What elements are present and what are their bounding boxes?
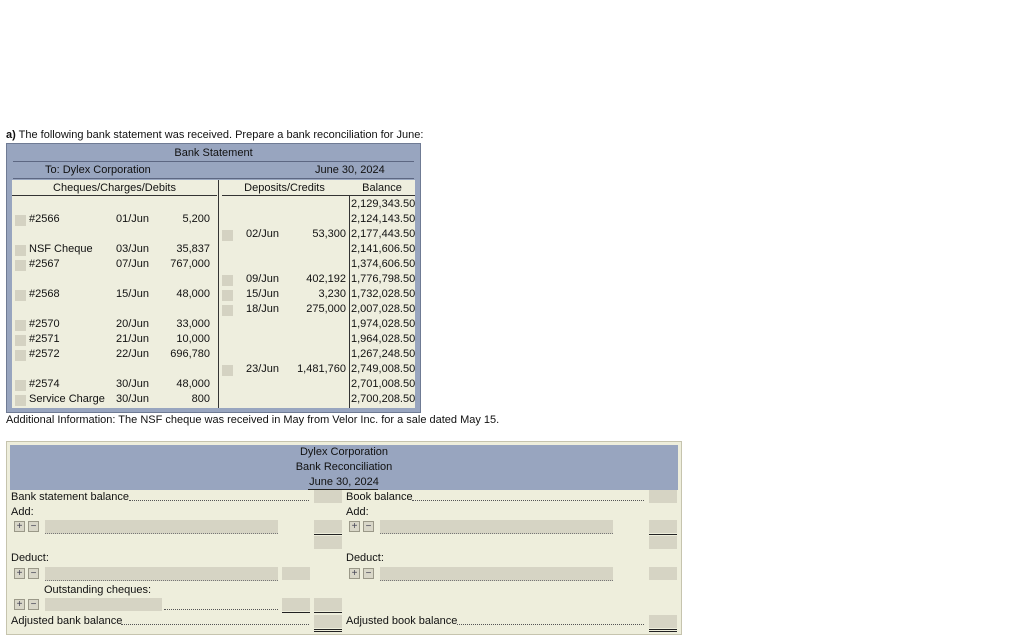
debit-ref: #2566 xyxy=(29,213,60,225)
book-deduct-description-input[interactable] xyxy=(380,567,613,581)
recon-title: Bank Reconciliation xyxy=(295,461,393,473)
bank-deduct-total-input[interactable] xyxy=(314,598,342,611)
add-row-icon[interactable]: + xyxy=(14,599,25,610)
credit-amount: 402,192 xyxy=(306,273,346,285)
credit-amount: 275,000 xyxy=(306,303,346,315)
debit-date: 22/Jun xyxy=(116,348,150,360)
debit-date: 03/Jun xyxy=(116,243,150,255)
leader-dots xyxy=(412,500,644,501)
leader-dots xyxy=(129,500,309,501)
debit-date: 01/Jun xyxy=(116,213,150,225)
balance-cell: 2,124,143.50 xyxy=(351,213,416,225)
statement-table xyxy=(12,180,415,408)
balance-cell: 2,141,606.50 xyxy=(351,243,416,255)
outstanding-cheque-number-input[interactable] xyxy=(45,598,162,611)
debit-ref: #2571 xyxy=(29,333,60,345)
header-rule xyxy=(222,195,415,196)
question-body: The following bank statement was received. Prepare a bank reconciliation for June: xyxy=(15,129,424,141)
debit-ref: NSF Cheque xyxy=(29,243,93,255)
double-underline xyxy=(649,629,677,630)
statement-date: June 30, 2024 xyxy=(315,164,385,176)
remove-row-icon[interactable]: − xyxy=(28,599,39,610)
credit-amount: 1,481,760 xyxy=(297,363,346,375)
debit-amount: 48,000 xyxy=(176,378,210,390)
credit-date: 18/Jun xyxy=(246,303,280,315)
debit-date: 30/Jun xyxy=(116,378,150,390)
row-marker xyxy=(15,215,26,226)
debit-ref: Service Charge xyxy=(29,393,105,405)
remove-row-icon[interactable]: − xyxy=(28,568,39,579)
balance-cell: 2,749,008.50 xyxy=(351,363,416,375)
bank-deduct-label: Deduct: xyxy=(11,552,49,564)
debit-date: 07/Jun xyxy=(116,258,150,270)
additional-info: Additional Information: The NSF cheque was received in May from Velor Inc. for a sale dated May 15. xyxy=(6,414,500,426)
row-marker xyxy=(222,305,233,316)
adjusted-book-balance-input[interactable] xyxy=(649,615,677,628)
bank-statement-panel xyxy=(6,143,421,413)
leader-dots xyxy=(121,624,309,625)
debit-date: 21/Jun xyxy=(116,333,150,345)
balance-cell: 2,701,008.50 xyxy=(351,378,416,390)
outstanding-cheques-label: Outstanding cheques: xyxy=(44,584,152,596)
book-balance-input[interactable] xyxy=(649,490,677,503)
book-add-description-input[interactable] xyxy=(380,520,613,534)
column-separator xyxy=(218,180,219,408)
question-text xyxy=(6,129,423,141)
debit-amount: 5,200 xyxy=(182,213,210,225)
bank-add-total-input[interactable] xyxy=(314,536,342,549)
debit-ref: #2572 xyxy=(29,348,60,360)
bank-add-description-input[interactable] xyxy=(45,520,278,534)
double-underline xyxy=(314,629,342,630)
debit-amount: 33,000 xyxy=(176,318,210,330)
reconciliation-header xyxy=(10,445,678,490)
bank-deduct-amount-input[interactable] xyxy=(282,567,310,580)
recon-date: June 30, 2024 xyxy=(309,476,379,488)
debit-ref: #2574 xyxy=(29,378,60,390)
subtotal-line xyxy=(314,612,342,613)
debit-amount: 767,000 xyxy=(170,258,210,270)
book-add-label: Add: xyxy=(346,506,369,518)
add-row-icon[interactable]: + xyxy=(349,568,360,579)
bank-deduct-description-input[interactable] xyxy=(45,567,278,581)
column-separator xyxy=(349,195,350,408)
row-marker xyxy=(15,335,26,346)
row-marker xyxy=(222,230,233,241)
debit-date: 20/Jun xyxy=(116,318,150,330)
outstanding-cheque-amount-input[interactable] xyxy=(282,598,310,611)
statement-to: To: Dylex Corporation xyxy=(45,164,151,176)
bank-add-label: Add: xyxy=(11,506,34,518)
row-marker xyxy=(15,260,26,271)
row-marker xyxy=(15,350,26,361)
debit-amount: 696,780 xyxy=(170,348,210,360)
credit-amount: 53,300 xyxy=(312,228,346,240)
adjusted-bank-balance-label: Adjusted bank balance xyxy=(11,615,123,627)
book-deduct-label: Deduct: xyxy=(346,552,384,564)
row-marker xyxy=(15,395,26,406)
add-row-icon[interactable]: + xyxy=(14,568,25,579)
double-underline xyxy=(314,631,342,632)
balance-cell: 1,776,798.50 xyxy=(351,273,416,285)
leader-dots xyxy=(457,624,644,625)
credit-date: 23/Jun xyxy=(246,363,280,375)
row-marker xyxy=(222,290,233,301)
bank-statement-balance-input[interactable] xyxy=(314,490,342,503)
divider xyxy=(13,178,414,179)
credit-date: 15/Jun xyxy=(246,288,280,300)
credit-date: 09/Jun xyxy=(246,273,280,285)
col-header-deposits: Deposits/Credits xyxy=(244,182,325,194)
balance-cell: 1,964,028.50 xyxy=(351,333,416,345)
opening-balance: 2,129,343.50 xyxy=(351,198,416,210)
bank-statement-balance-label: Bank statement balance xyxy=(11,491,130,503)
leader-dots xyxy=(164,609,278,610)
balance-cell: 2,007,028.50 xyxy=(351,303,416,315)
divider xyxy=(13,161,414,162)
balance-cell: 2,700,208.50 xyxy=(351,393,416,405)
debit-amount: 10,000 xyxy=(176,333,210,345)
col-header-balance: Balance xyxy=(362,182,402,194)
question-prefix: a) xyxy=(6,129,16,141)
book-add-total-input[interactable] xyxy=(649,536,677,549)
remove-row-icon[interactable]: − xyxy=(363,521,374,532)
row-marker xyxy=(222,275,233,286)
balance-cell: 1,732,028.50 xyxy=(351,288,416,300)
reconciliation-panel xyxy=(6,441,682,635)
adjusted-bank-balance-input[interactable] xyxy=(314,615,342,628)
add-row-icon[interactable]: + xyxy=(14,521,25,532)
double-underline xyxy=(649,631,677,632)
debit-date: 15/Jun xyxy=(116,288,150,300)
recon-company: Dylex Corporation xyxy=(299,446,389,458)
debit-ref: #2568 xyxy=(29,288,60,300)
book-balance-label: Book balance xyxy=(346,491,413,503)
subtotal-line xyxy=(282,612,310,613)
col-header-cheques: Cheques/Charges/Debits xyxy=(53,182,176,194)
add-row-icon[interactable]: + xyxy=(349,521,360,532)
row-marker xyxy=(15,245,26,256)
book-deduct-amount-input[interactable] xyxy=(649,567,677,580)
row-marker xyxy=(15,290,26,301)
credit-amount: 3,230 xyxy=(318,288,346,300)
adjusted-book-balance-label: Adjusted book balance xyxy=(346,615,458,627)
row-marker xyxy=(15,320,26,331)
balance-cell: 1,974,028.50 xyxy=(351,318,416,330)
book-add-amount-input[interactable] xyxy=(649,520,677,533)
credit-date: 02/Jun xyxy=(246,228,280,240)
header-rule xyxy=(12,195,217,196)
remove-row-icon[interactable]: − xyxy=(363,568,374,579)
debit-ref: #2567 xyxy=(29,258,60,270)
subtotal-line xyxy=(314,534,342,535)
bank-add-amount-input[interactable] xyxy=(314,520,342,533)
subtotal-line xyxy=(649,534,677,535)
row-marker xyxy=(15,380,26,391)
debit-amount: 35,837 xyxy=(176,243,210,255)
debit-amount: 800 xyxy=(191,393,210,405)
row-marker xyxy=(222,365,233,376)
statement-title: Bank Statement xyxy=(174,147,253,159)
debit-date: 30/Jun xyxy=(116,393,150,405)
remove-row-icon[interactable]: − xyxy=(28,521,39,532)
balance-cell: 1,267,248.50 xyxy=(351,348,416,360)
balance-cell: 2,177,443.50 xyxy=(351,228,416,240)
debit-ref: #2570 xyxy=(29,318,60,330)
debit-amount: 48,000 xyxy=(176,288,210,300)
balance-cell: 1,374,606.50 xyxy=(351,258,416,270)
